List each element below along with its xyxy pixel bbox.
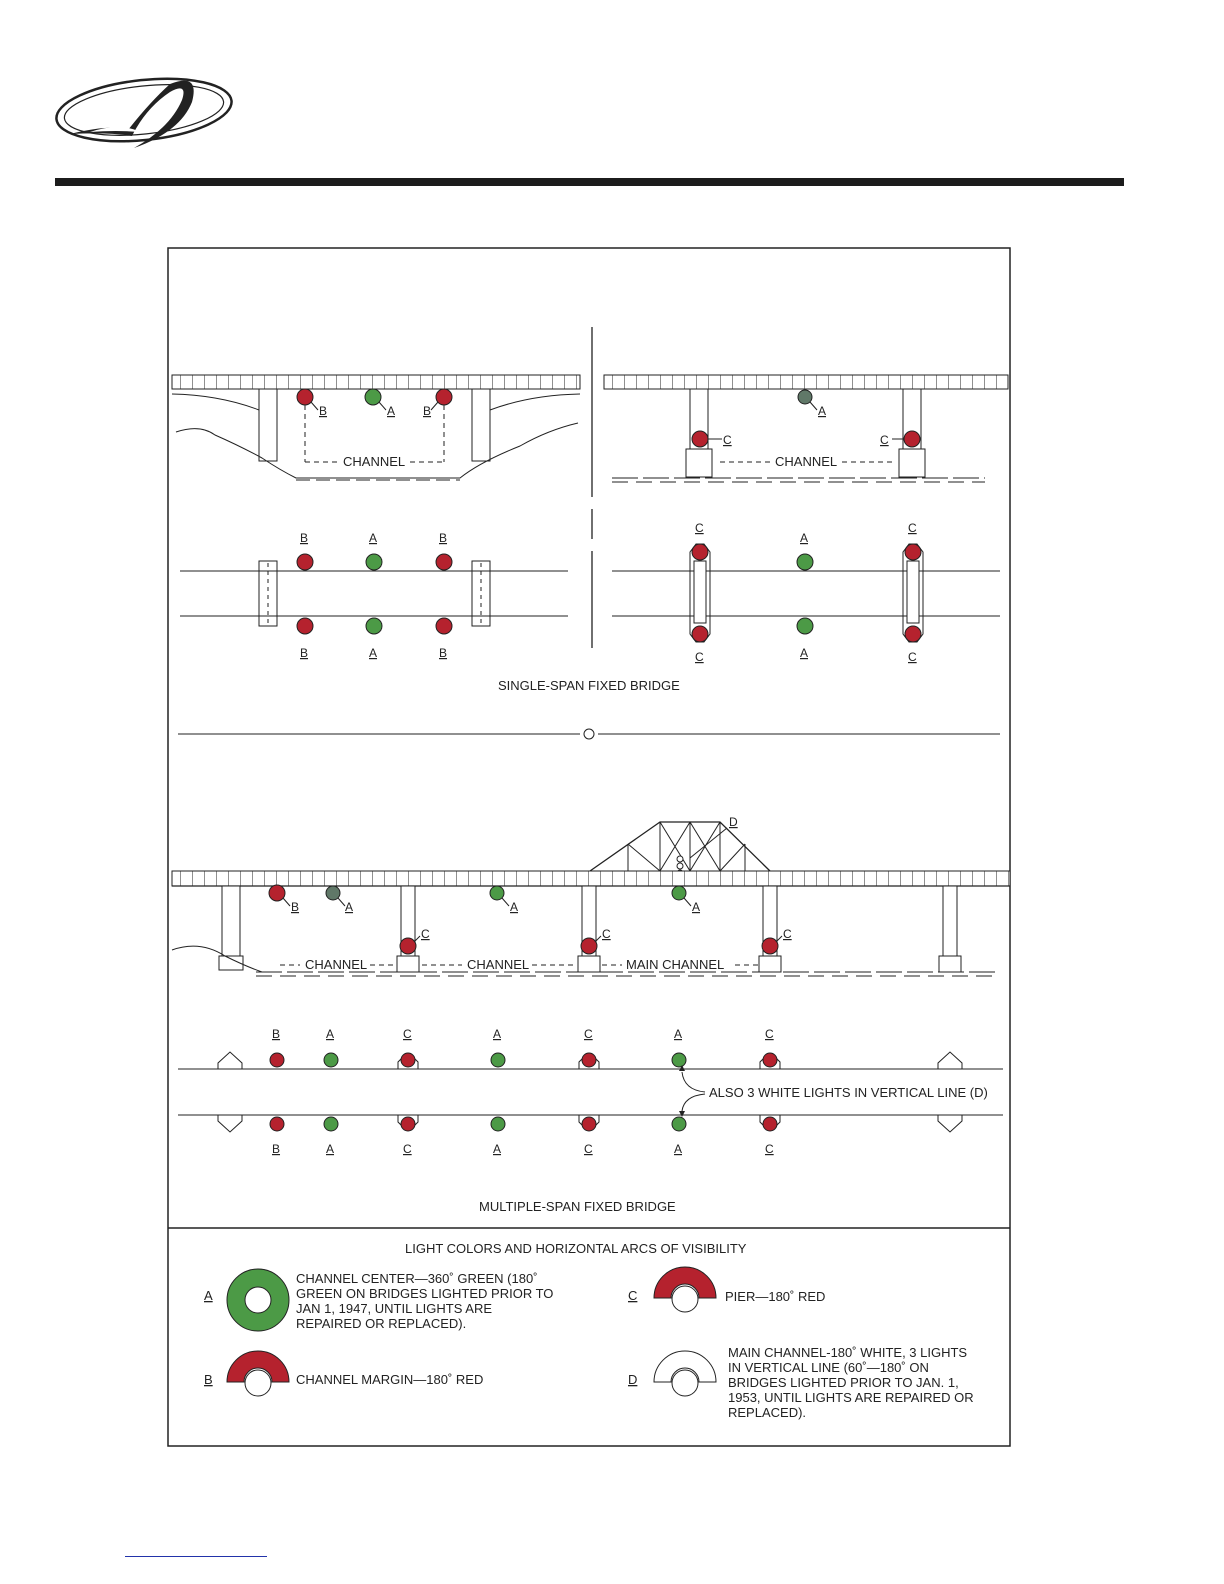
label-c: C — [908, 521, 917, 535]
legend-item-a — [204, 1269, 553, 1331]
label-c: C — [695, 650, 704, 664]
white-lights-note: ALSO 3 WHITE LIGHTS IN VERTICAL LINE (D) — [709, 1085, 988, 1100]
label-a: A — [674, 1142, 683, 1156]
label-b: B — [439, 531, 448, 545]
label-a: A — [674, 1027, 683, 1041]
legend-letter-a: A — [204, 1288, 213, 1303]
label-c: C — [765, 1027, 774, 1041]
legend-d-line-2: IN VERTICAL LINE (60˚—180˚ ON — [728, 1360, 929, 1375]
label-c: C — [908, 650, 917, 664]
label-a: A — [369, 646, 378, 660]
label-b: B — [439, 646, 448, 660]
label-a: A — [692, 900, 701, 914]
label-c: C — [602, 927, 611, 941]
label-a: A — [493, 1142, 502, 1156]
legend-letter-d: D — [628, 1372, 638, 1387]
label-c: C — [723, 433, 732, 447]
legend-d-line-4: 1953, UNTIL LIGHTS ARE REPAIRED OR — [728, 1390, 974, 1405]
legend-item-d — [628, 1345, 974, 1420]
legend-b-line-1: CHANNEL MARGIN—180˚ RED — [296, 1372, 484, 1387]
channel-label-top-left: CHANNEL — [343, 454, 406, 469]
legend-a-line-2: GREEN ON BRIDGES LIGHTED PRIOR TO — [296, 1286, 554, 1301]
figure-frame — [168, 248, 1010, 1446]
channel-label-bottom-1: CHANNEL — [305, 957, 368, 972]
label-b: B — [423, 404, 432, 418]
legend-d-line-3: BRIDGES LIGHTED PRIOR TO JAN. 1, — [728, 1375, 959, 1390]
single-span-plan-left — [180, 531, 568, 660]
single-span-elevation-left — [172, 375, 580, 480]
legend-title: LIGHT COLORS AND HORIZONTAL ARCS OF VISIBILITY — [405, 1241, 747, 1256]
single-span-elevation-right — [604, 375, 1008, 482]
label-c: C — [783, 927, 792, 941]
legend-a-line-4: REPAIRED OR REPLACED). — [296, 1316, 467, 1331]
label-c: C — [421, 927, 430, 941]
legend-a-line-3: JAN 1, 1947, UNTIL LIGHTS ARE — [296, 1301, 493, 1316]
label-a: A — [818, 404, 827, 418]
single-span-plan-right — [612, 521, 1000, 664]
label-c: C — [403, 1027, 412, 1041]
multiple-span-plan — [178, 1027, 1003, 1156]
legend-d-line-5: REPLACED). — [728, 1405, 807, 1420]
label-d: D — [729, 815, 738, 829]
label-a: A — [510, 900, 519, 914]
label-a: A — [493, 1027, 502, 1041]
label-a: A — [326, 1142, 335, 1156]
label-a: A — [387, 404, 396, 418]
channel-label-bottom-2: CHANNEL — [467, 957, 530, 972]
label-a: A — [326, 1027, 335, 1041]
separator-circle — [584, 729, 594, 739]
legend-item-b — [204, 1351, 483, 1396]
label-b: B — [300, 531, 309, 545]
legend-letter-c: C — [628, 1288, 638, 1303]
label-b: B — [319, 404, 328, 418]
footer-link-line[interactable] — [125, 1556, 267, 1557]
label-c: C — [880, 433, 889, 447]
channel-label-top-right: CHANNEL — [775, 454, 838, 469]
label-c: C — [695, 521, 704, 535]
label-c: C — [584, 1142, 593, 1156]
main-channel-label: MAIN CHANNEL — [626, 957, 725, 972]
legend-d-line-1: MAIN CHANNEL-180˚ WHITE, 3 LIGHTS — [728, 1345, 968, 1360]
multiple-span-elevation — [172, 815, 1010, 976]
label-c: C — [765, 1142, 774, 1156]
single-span-caption: SINGLE-SPAN FIXED BRIDGE — [498, 678, 680, 693]
label-b: B — [272, 1027, 281, 1041]
legend-a-line-1: CHANNEL CENTER—360˚ GREEN (180˚ — [296, 1271, 538, 1286]
label-a: A — [800, 646, 809, 660]
label-b: B — [300, 646, 309, 660]
label-c: C — [584, 1027, 593, 1041]
label-a: A — [369, 531, 378, 545]
legend-letter-b: B — [204, 1372, 213, 1387]
label-b: B — [291, 900, 300, 914]
multiple-span-caption: MULTIPLE-SPAN FIXED BRIDGE — [479, 1199, 676, 1214]
legend-item-c — [628, 1267, 825, 1312]
label-b: B — [272, 1142, 281, 1156]
legend-c-line-1: PIER—180˚ RED — [725, 1289, 826, 1304]
label-c: C — [403, 1142, 412, 1156]
label-a: A — [800, 531, 809, 545]
label-a: A — [345, 900, 354, 914]
